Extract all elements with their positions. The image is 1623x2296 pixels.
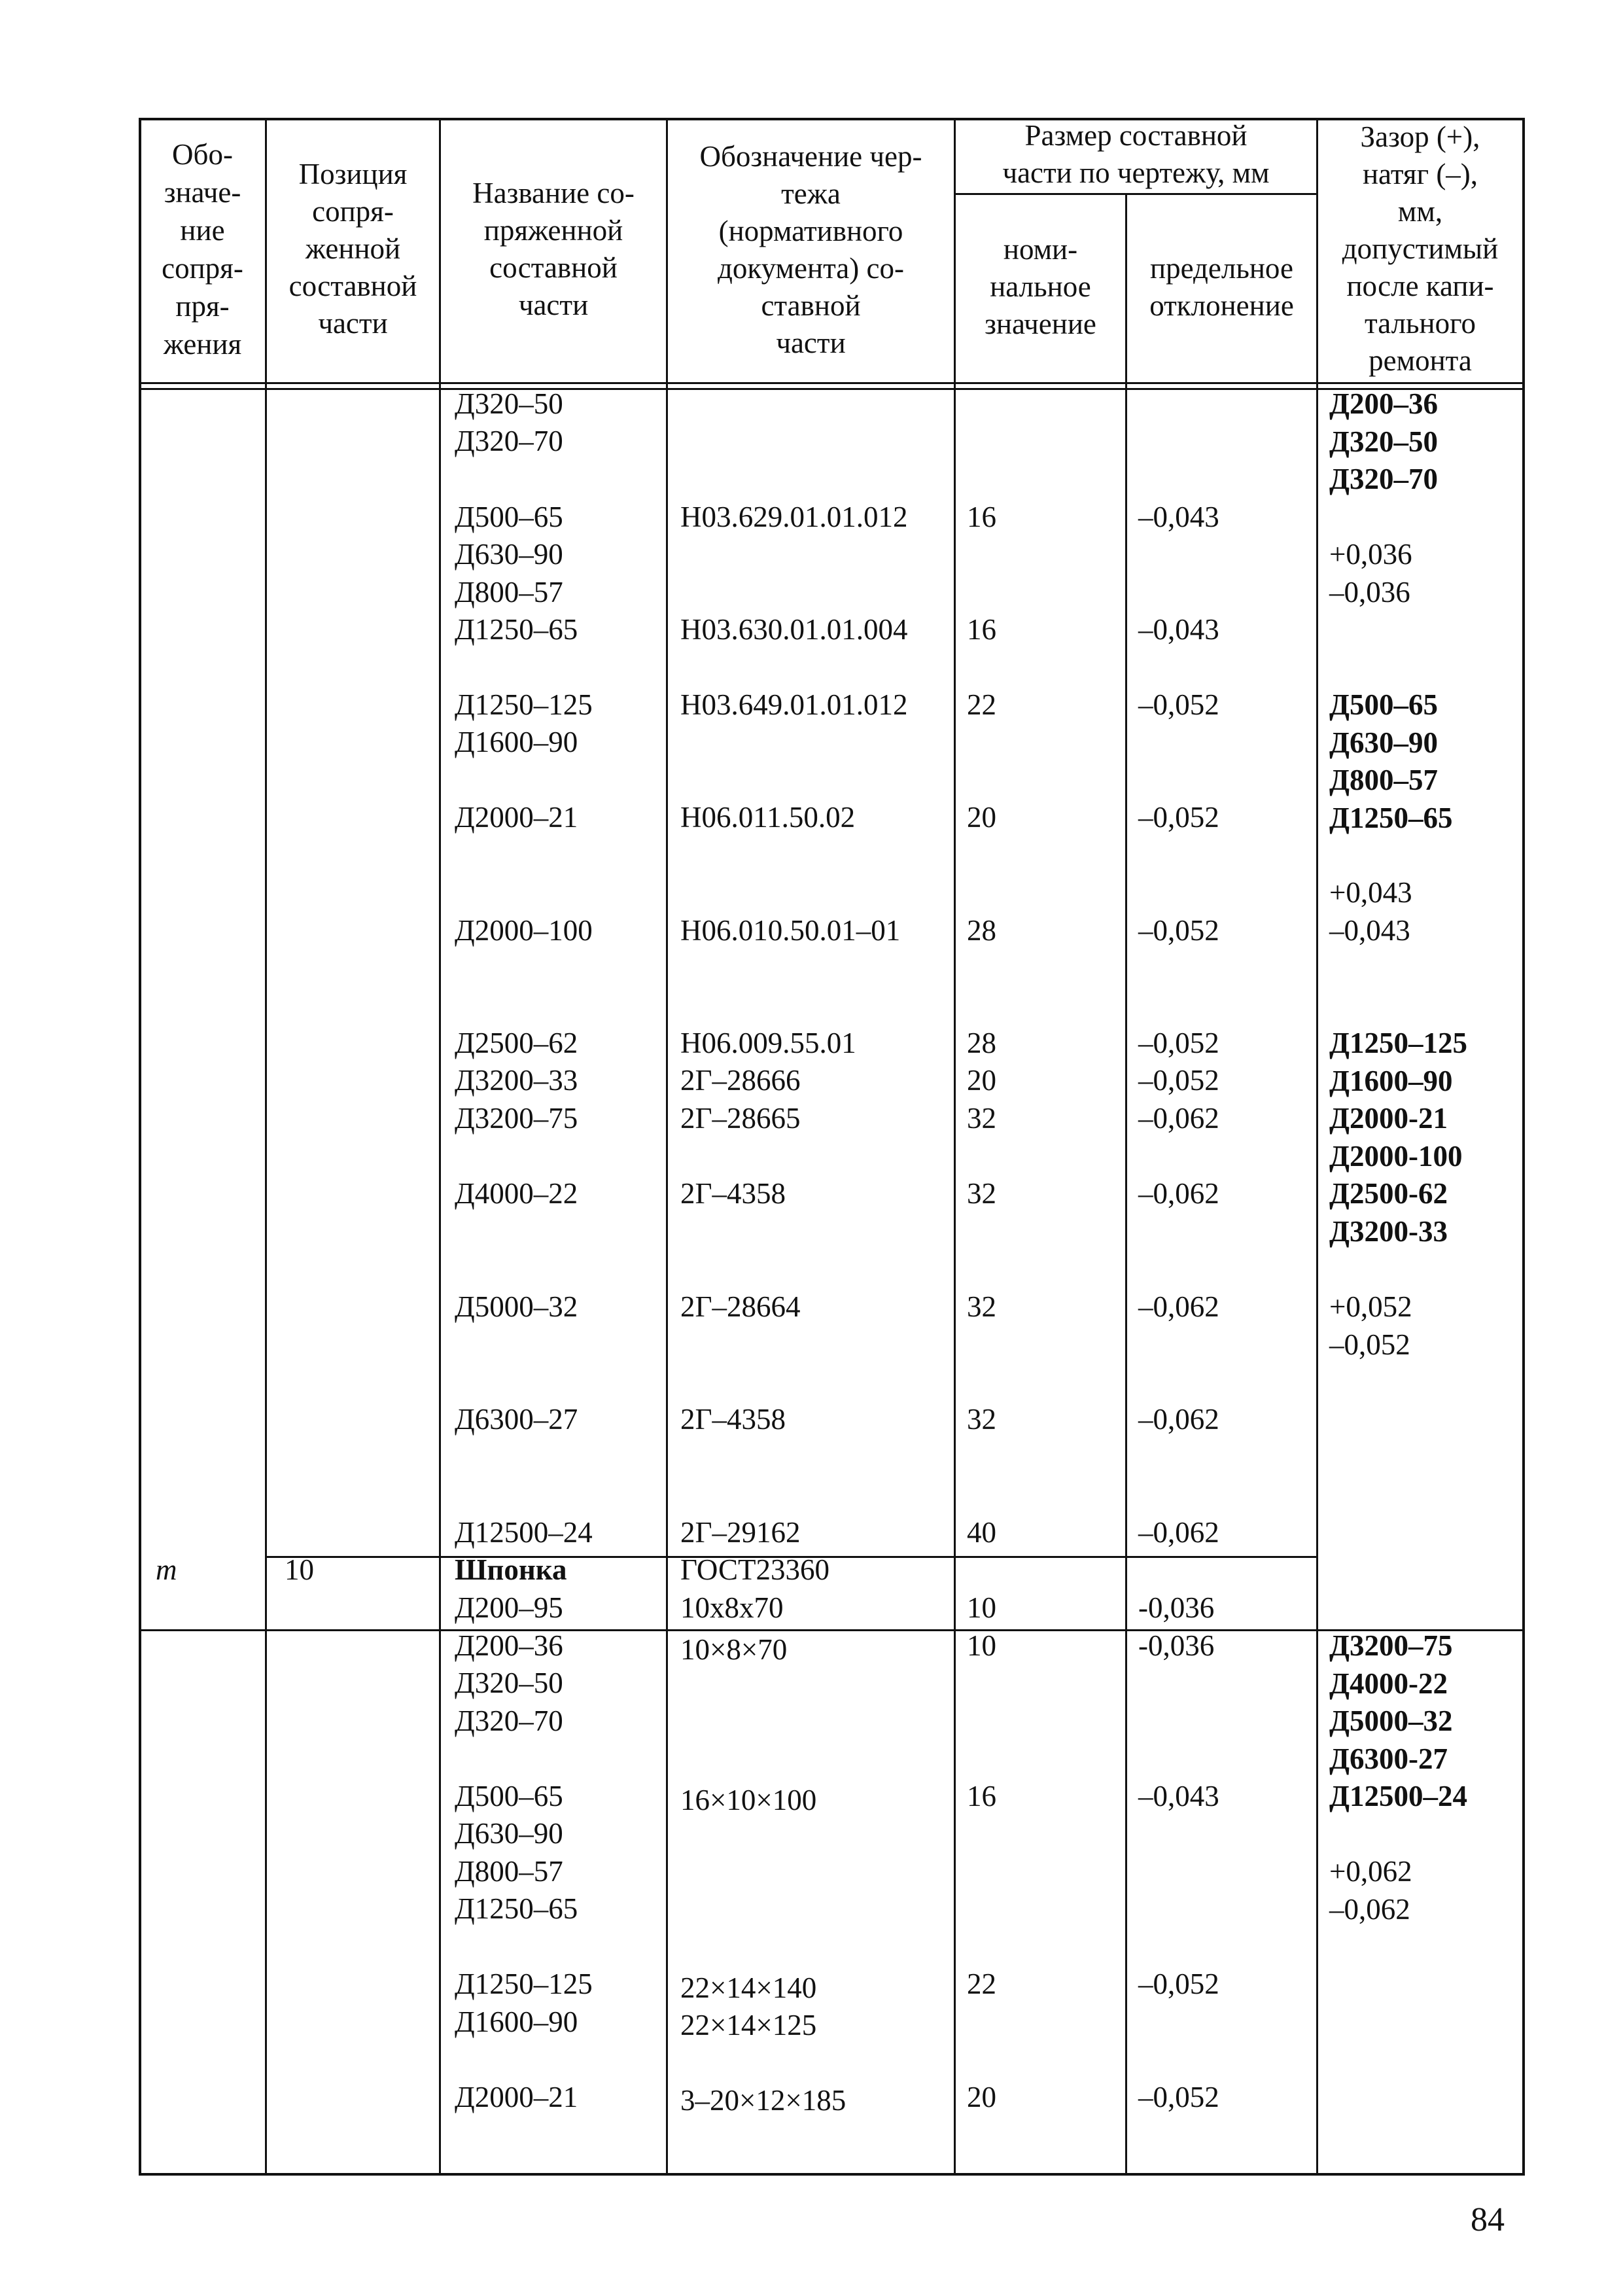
deviation-cell: –0,052 [1138,1027,1219,1059]
deviation-cell: –0,062 [1138,1290,1219,1323]
deviation-cell: –0,052 [1138,801,1219,834]
drawing-cell: 2Г–4358 [680,1177,786,1210]
part-name-cell: Д12500–24 [455,1516,593,1549]
deviation-cell: –0,043 [1138,1780,1219,1812]
drawing-cell: 2Г–28666 [680,1064,801,1097]
nominal-cell: 32 [967,1290,996,1323]
table-border-right [1522,118,1525,2176]
part-name-cell: Д4000–22 [455,1177,578,1210]
deviation-cell: –0,062 [1138,1177,1219,1210]
deviation-cell: –0,052 [1138,1968,1219,2000]
drawing-cell: 2Г–4358 [680,1403,786,1436]
deviation-cell: –0,062 [1138,1102,1219,1135]
part-name-cell: Д2000–21 [455,801,578,834]
part-name-cell: Д320–50 [455,1667,563,1699]
drawing-cell: 2Г–29162 [680,1516,801,1549]
part-name-cell: Д1250–65 [455,613,578,646]
nominal-cell: 28 [967,1027,996,1059]
part-name-cell: Д3200–75 [455,1102,578,1135]
header-clearance: Зазор (+), натяг (–), мм, допустимый после капи- тального ремонта [1342,120,1499,377]
nominal-cell: 28 [967,914,996,947]
col-divider-4 [954,118,956,2176]
part-name-cell: Д800–57 [455,1855,563,1888]
part-name-cell: Д200–36 [455,1629,563,1662]
drawing-cell: ГОСТ23360 [680,1553,829,1586]
part-name-cell: Д320–70 [455,1704,563,1737]
nominal-cell: 16 [967,1780,996,1812]
deviation-cell: -0,036 [1138,1591,1215,1624]
deviation-cell: –0,062 [1138,1403,1219,1436]
clearance-range: +0,062 –0,062 [1329,1855,1412,1926]
drawing-cell: Н03.630.01.01.004 [680,613,908,646]
part-name-cell: Д200–95 [455,1591,563,1624]
part-name-cell: Д630–90 [455,538,563,571]
header-position: Позиция сопря- женной составной части [288,158,417,340]
drawing-cell: Н06.011.50.02 [680,801,856,834]
nominal-cell: 22 [967,1968,996,2000]
drawing-cell: 2Г–28664 [680,1290,801,1323]
nominal-cell: 22 [967,688,996,721]
col-divider-6 [1316,118,1318,2176]
nominal-cell: 32 [967,1177,996,1210]
nominal-cell: 16 [967,501,996,533]
part-name-cell: Д5000–32 [455,1290,578,1323]
deviation-cell: -0,036 [1138,1629,1215,1662]
drawing-cell: 3–20×12×185 [680,2084,846,2117]
drawing-cell: Н03.629.01.01.012 [680,501,908,533]
deviation-cell: –0,052 [1138,1064,1219,1097]
nominal-cell: 40 [967,1516,996,1549]
header-deviation: предельное отклонение [1149,252,1294,322]
drawing-cell: 10х8х70 [680,1591,784,1624]
col-divider-5 [1125,193,1127,2176]
nominal-cell: 32 [967,1403,996,1436]
part-name-cell: Д2000–100 [455,914,593,947]
drawing-cell: 2Г–28665 [680,1102,801,1135]
part-name-cell: Д2000–21 [455,2081,578,2113]
nominal-cell: 20 [967,801,996,834]
drawing-cell: 16×10×100 [680,1784,817,1816]
part-name-cell: Д630–90 [455,1817,563,1850]
clearance-models: Д3200–75 Д4000-22 Д5000–32 Д6300-27 Д12500–24 [1329,1629,1467,1812]
part-name-cell: Д1250–65 [455,1892,578,1925]
drawing-cell: Н06.009.55.01 [680,1027,856,1059]
part-name-cell: Д320–50 [455,387,563,420]
drawing-cell: Н06.010.50.01–01 [680,914,901,947]
part-name-cell: Д320–70 [455,425,563,457]
header-size-group: Размер составной части по чертежу, мм [1002,119,1270,189]
col-divider-3 [666,118,668,2176]
drawing-cell: 22×14×125 [680,2009,817,2041]
page-number: 84 [1471,2201,1505,2238]
header-drawing: Обозначение чер- тежа (нормативного документа) со- ставной части [699,140,922,359]
part-name-cell: Д1250–125 [455,1968,593,2000]
clearance-models: Д500–65 Д630–90 Д800–57 Д1250–65 [1329,688,1453,834]
drawing-cell: 22×14×140 [680,1971,817,2004]
col-divider-1 [265,118,267,2176]
part-name-cell: Д500–65 [455,1780,563,1812]
size-group-divider [954,193,1316,195]
header-part-name: Название со- пряженной составной части [472,177,635,321]
position-cell: 10 [285,1553,314,1586]
drawing-cell: 10×8×70 [680,1633,788,1666]
part-name-cell: Д2500–62 [455,1027,578,1059]
clearance-range: +0,036 –0,036 [1329,538,1412,609]
col-divider-2 [439,118,441,2176]
nominal-cell: 10 [967,1591,996,1624]
deviation-cell: –0,043 [1138,501,1219,533]
table-border-left [139,118,141,2176]
deviation-cell: –0,052 [1138,2081,1219,2113]
designation-cell: m [156,1553,177,1586]
drawing-cell: Н03.649.01.01.012 [680,688,908,721]
nominal-cell: 20 [967,1064,996,1097]
part-name-cell: Шпонка [455,1553,567,1586]
part-name-cell: Д500–65 [455,501,563,533]
clearance-range: +0,043 –0,043 [1329,876,1412,947]
nominal-cell: 10 [967,1629,996,1662]
part-name-cell: Д800–57 [455,576,563,609]
deviation-cell: –0,052 [1138,914,1219,947]
header-designation: Обо- значе- ние сопря- пря- жения [162,138,243,361]
clearance-range: +0,052 –0,052 [1329,1290,1412,1361]
nominal-cell: 20 [967,2081,996,2113]
deviation-cell: –0,062 [1138,1516,1219,1549]
part-name-cell: Д1600–90 [455,726,578,758]
part-name-cell: Д1600–90 [455,2005,578,2038]
deviation-cell: –0,043 [1138,613,1219,646]
part-name-cell: Д6300–27 [455,1403,578,1436]
part-name-cell: Д1250–125 [455,688,593,721]
header-nominal: номи- нальное значение [985,233,1096,340]
clearance-models: Д200–36 Д320–50 Д320–70 [1329,387,1438,495]
clearance-models: Д1250–125 Д1600–90 Д2000-21 Д2000-100 Д2500-62 Д3200-33 [1329,1027,1467,1248]
part-name-cell: Д3200–33 [455,1064,578,1097]
deviation-cell: –0,052 [1138,688,1219,721]
nominal-cell: 32 [967,1102,996,1135]
nominal-cell: 16 [967,613,996,646]
